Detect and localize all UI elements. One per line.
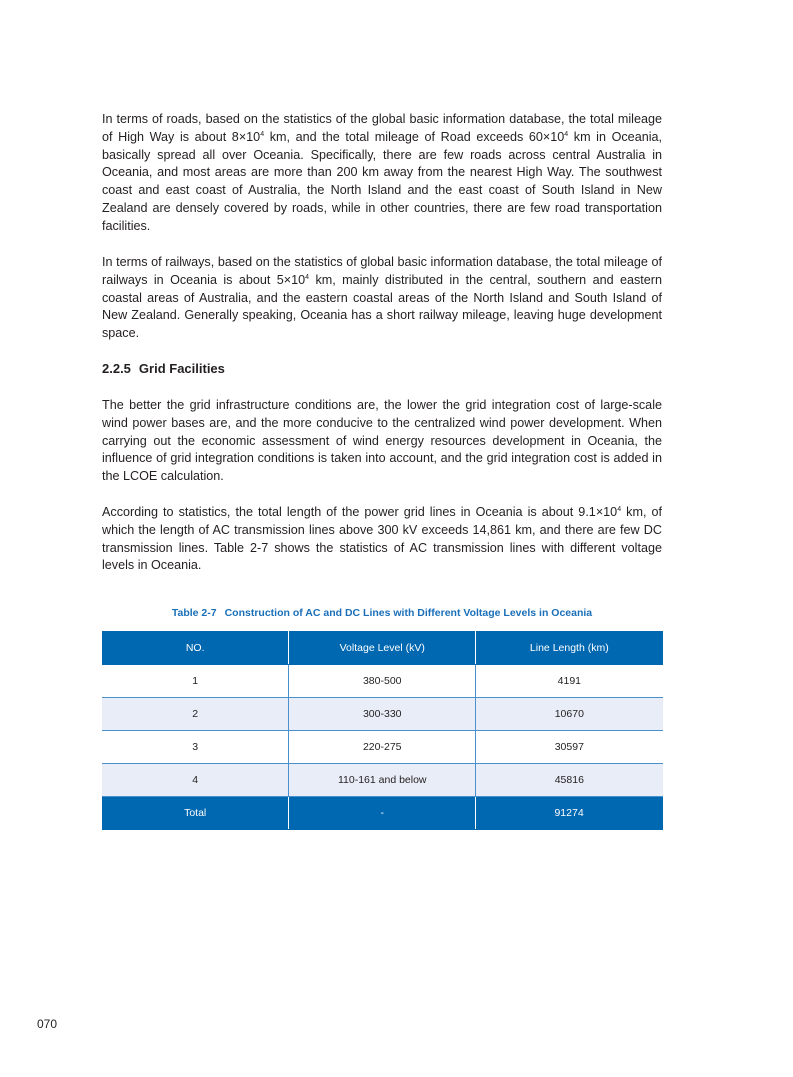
total-voltage-level: -: [289, 797, 476, 830]
table-row: [102, 764, 663, 797]
section-title: Grid Facilities: [138, 361, 225, 376]
text-segment: In terms of railways, based on the statistics of global basic information database, the total mileage of railways in Oceania is about 5×10: [102, 255, 662, 287]
header-voltage-level: Voltage Level (kV): [289, 632, 476, 665]
table-row: [102, 698, 663, 731]
superscript: 4: [564, 130, 569, 138]
table-caption-title: Construction of AC and DC Lines with Different Voltage Levels in Oceania: [224, 607, 593, 619]
cell-no: 3: [102, 731, 289, 764]
text-segment: km in Oceania, basically spread all over Oceania. Specifically, there are few roads across central Australia in Oceania, and most areas are more than 200 km away from the nearest High Way. The southwest coast and east coast of Australia, the North Island and the east coast of South Island in New Zealand are densely covered by roads, while in other countries, there are few road transportation facilities.: [102, 129, 662, 233]
table-caption-number: Table 2-7: [171, 607, 217, 619]
text-segment: km, and the total mileage of Road exceeds 60×10: [264, 129, 565, 144]
cell-voltage-level: 380-500: [289, 665, 476, 698]
table-total-row: [102, 797, 663, 830]
cell-no: 4: [102, 764, 289, 797]
paragraph-grid-statistics: [102, 504, 662, 575]
cell-line-length: 4191: [476, 665, 663, 698]
total-line-length: 91274: [476, 797, 663, 830]
superscript: 4: [305, 273, 310, 281]
text-segment: According to statistics, the total length of the power grid lines in Oceania is about 9.1×10: [102, 505, 618, 519]
page-number: 070: [37, 1017, 58, 1031]
paragraph-railways: [102, 254, 662, 343]
text-segment: In terms of roads, based on the statistics of the global basic information database, the total mileage of High Way is about 8×10: [102, 112, 662, 144]
table-row: [102, 731, 663, 764]
cell-voltage-level: 110-161 and below: [289, 764, 476, 797]
cell-voltage-level: 300-330: [289, 698, 476, 731]
superscript: 4: [617, 506, 622, 513]
cell-voltage-level: 220-275: [289, 731, 476, 764]
section-number: 2.2.5: [102, 361, 131, 376]
cell-line-length: 30597: [476, 731, 663, 764]
table-row: [102, 665, 663, 698]
voltage-lines-table: [102, 631, 663, 830]
total-label: Total: [102, 797, 289, 830]
superscript: 4: [260, 130, 265, 138]
text-segment: km, of which the length of AC transmission lines above 300 kV exceeds 14,861 km, and there are few DC transmission lines. Table 2-7 shows the statistics of AC transmission lines with different voltage levels in Oceania.: [102, 505, 662, 573]
cell-line-length: 10670: [476, 698, 663, 731]
cell-no: 1: [102, 665, 289, 698]
header-no: NO.: [102, 632, 289, 665]
paragraph-roads: [102, 111, 662, 236]
text-segment: km, mainly distributed in the central, southern and eastern coastal areas of Australia, and the eastern coastal areas of the North Island and South Island of New Zealand. Generally speaking, Oceania has a short railway mileage, leaving huge development space.: [102, 272, 662, 341]
text-segment: The better the grid infrastructure conditions are, the lower the grid integration cost of large-scale wind power bases are, and the more conducive to the centralized wind power development. When carrying out the economic assessment of wind energy resources development in Oceania, the influence of grid integration conditions is taken into account, and the grid integration cost is added in the LCOE calculation.: [102, 398, 662, 484]
paragraph-grid-intro: [102, 397, 662, 486]
table-header-row: [102, 632, 663, 665]
cell-no: 2: [102, 698, 289, 731]
section-heading: [102, 361, 233, 376]
table-caption: [102, 607, 662, 619]
header-line-length: Line Length (km): [476, 632, 663, 665]
cell-line-length: 45816: [476, 764, 663, 797]
